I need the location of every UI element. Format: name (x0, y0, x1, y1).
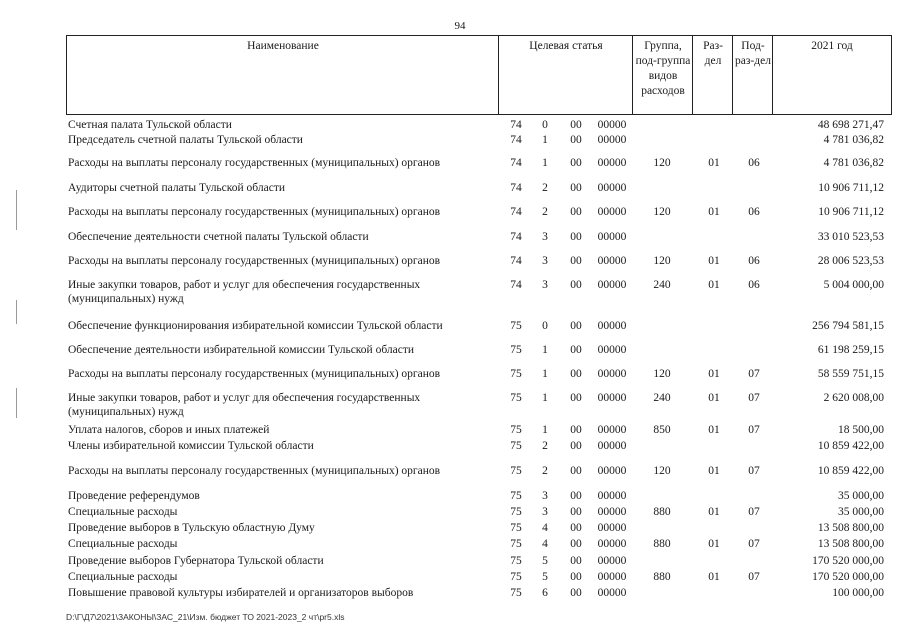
cell-t2: 2 (542, 465, 548, 477)
cell-sub: 07 (748, 506, 760, 518)
cell-t2: 1 (542, 344, 548, 356)
cell-t3: 00 (570, 320, 582, 332)
cell-t2: 0 (542, 320, 548, 332)
cell-t4: 00000 (597, 490, 627, 502)
cell-t4: 00000 (597, 119, 627, 131)
cell-name: Обеспечение деятельности избирательной комиссии Тульской области (68, 344, 415, 356)
cell-t2: 1 (542, 424, 548, 436)
cell-t4: 00000 (597, 255, 627, 267)
cell-t4: 00000 (597, 182, 627, 194)
cell-t2: 3 (542, 279, 548, 291)
cell-sub: 06 (748, 206, 760, 218)
cell-t1: 74 (510, 255, 522, 267)
cell-t4: 00000 (597, 368, 627, 380)
cell-t1: 75 (510, 440, 522, 452)
header-group: Группа, под-группа видов расходов (635, 40, 691, 97)
cell-grp: 240 (653, 392, 671, 404)
cell-t1: 75 (510, 571, 522, 583)
cell-t4: 00000 (597, 320, 627, 332)
cell-sub: 07 (748, 571, 760, 583)
cell-t4: 00000 (597, 555, 627, 567)
cell-sec: 01 (708, 424, 720, 436)
cell-amount: 10 859 422,00 (817, 465, 884, 477)
cell-t3: 00 (570, 182, 582, 194)
cell-t4: 00000 (597, 538, 627, 550)
cell-t1: 74 (510, 206, 522, 218)
cell-t4: 00000 (597, 344, 627, 356)
cell-t3: 00 (570, 206, 582, 218)
cell-t3: 00 (570, 255, 582, 267)
cell-t1: 75 (510, 490, 522, 502)
cell-t2: 3 (542, 506, 548, 518)
cell-amount: 33 010 523,53 (817, 231, 884, 243)
cell-amount: 35 000,00 (838, 506, 884, 518)
cell-name: Аудиторы счетной палаты Тульской области (68, 182, 286, 194)
cell-t3: 00 (570, 571, 582, 583)
cell-amount: 58 559 751,15 (817, 368, 884, 380)
cell-t4: 00000 (597, 279, 627, 291)
cell-t1: 75 (510, 392, 522, 404)
cell-name: Расходы на выплаты персоналу государственных (муниципальных) органов (68, 157, 441, 169)
page-number: 94 (454, 20, 466, 32)
cell-amount: 5 004 000,00 (823, 279, 884, 291)
cell-sec: 01 (708, 392, 720, 404)
cell-t3: 00 (570, 231, 582, 243)
cell-grp: 120 (653, 255, 671, 267)
cell-t4: 00000 (597, 522, 627, 534)
cell-t4: 00000 (597, 206, 627, 218)
cell-name: Проведение референдумов (68, 490, 200, 502)
cell-t1: 74 (510, 119, 522, 131)
cell-t1: 75 (510, 555, 522, 567)
cell-amount: 13 508 800,00 (817, 522, 884, 534)
cell-grp: 240 (653, 279, 671, 291)
cell-t3: 00 (570, 392, 582, 404)
header-section: Раз-дел (703, 40, 723, 67)
cell-t3: 00 (570, 465, 582, 477)
cell-name: Счетная палата Тульской области (68, 119, 232, 131)
cell-t1: 75 (510, 424, 522, 436)
cell-t4: 00000 (597, 231, 627, 243)
cell-t4: 00000 (597, 465, 627, 477)
cell-t1: 75 (510, 506, 522, 518)
cell-sec: 01 (708, 368, 720, 380)
cell-amount: 48 698 271,47 (817, 119, 884, 131)
cell-amount: 18 500,00 (838, 424, 884, 436)
cell-sub: 07 (748, 465, 760, 477)
cell-name: Расходы на выплаты персоналу государственных (муниципальных) органов (68, 465, 441, 477)
cell-sec: 01 (708, 206, 720, 218)
cell-t4: 00000 (597, 440, 627, 452)
cell-name: Специальные расходы (68, 506, 178, 518)
cell-sec: 01 (708, 255, 720, 267)
cell-name: Проведение выборов в Тульскую областную Думу (68, 522, 315, 534)
cell-t1: 74 (510, 134, 522, 146)
header-name: Наименование (247, 40, 319, 52)
cell-name: Расходы на выплаты персоналу государственных (муниципальных) органов (68, 368, 441, 380)
cell-t3: 00 (570, 490, 582, 502)
cell-name: Иные закупки товаров, работ и услуг для обеспечения государственных (муниципальных) нужд (68, 392, 421, 418)
cell-sub: 06 (748, 255, 760, 267)
cell-sub: 07 (748, 392, 760, 404)
cell-grp: 120 (653, 206, 671, 218)
header-subsection: Под-раз-дел (735, 40, 771, 67)
header-target: Целевая статья (529, 40, 603, 52)
cell-t3: 00 (570, 279, 582, 291)
cell-sec: 01 (708, 571, 720, 583)
cell-t1: 74 (510, 157, 522, 169)
cell-sub: 07 (748, 538, 760, 550)
cell-t2: 1 (542, 368, 548, 380)
cell-sec: 01 (708, 465, 720, 477)
cell-amount: 170 520 000,00 (812, 555, 884, 567)
cell-sec: 01 (708, 506, 720, 518)
cell-name: Расходы на выплаты персоналу государственных (муниципальных) органов (68, 206, 441, 218)
scan-artifact (16, 388, 17, 418)
cell-sub: 07 (748, 424, 760, 436)
cell-name: Расходы на выплаты персоналу государственных (муниципальных) органов (68, 255, 441, 267)
cell-amount: 10 859 422,00 (817, 440, 884, 452)
file-path-footer: D:\Г\Д7\2021\ЗАКОНЫ\ЗАС_21\Изм. бюджет ТО 2021-2023_2 чт\pr5.xls (66, 612, 345, 622)
cell-name: Специальные расходы (68, 538, 178, 550)
cell-amount: 4 781 036,82 (823, 134, 884, 146)
cell-t2: 1 (542, 157, 548, 169)
cell-t1: 75 (510, 320, 522, 332)
cell-name: Повышение правовой культуры избирателей и организаторов выборов (68, 587, 414, 599)
cell-t4: 00000 (597, 506, 627, 518)
cell-t3: 00 (570, 424, 582, 436)
cell-t4: 00000 (597, 587, 627, 599)
cell-amount: 13 508 800,00 (817, 538, 884, 550)
cell-t4: 00000 (597, 134, 627, 146)
cell-t3: 00 (570, 587, 582, 599)
cell-amount: 4 781 036,82 (823, 157, 884, 169)
cell-name: Председатель счетной палаты Тульской области (68, 134, 303, 146)
cell-t1: 74 (510, 279, 522, 291)
cell-sec: 01 (708, 157, 720, 169)
cell-sub: 06 (748, 279, 760, 291)
cell-t3: 00 (570, 440, 582, 452)
cell-t1: 74 (510, 182, 522, 194)
cell-t4: 00000 (597, 571, 627, 583)
cell-sub: 07 (748, 368, 760, 380)
cell-t2: 4 (542, 538, 548, 550)
cell-amount: 256 794 581,15 (812, 320, 884, 332)
cell-t2: 2 (542, 206, 548, 218)
cell-t2: 1 (542, 134, 548, 146)
cell-t2: 3 (542, 255, 548, 267)
scan-artifact (16, 190, 17, 230)
cell-t1: 74 (510, 231, 522, 243)
cell-grp: 880 (653, 506, 671, 518)
cell-t1: 75 (510, 538, 522, 550)
header-year: 2021 год (811, 40, 853, 52)
cell-name: Обеспечение функционирования избирательной комиссии Тульской области (68, 320, 443, 332)
cell-t3: 00 (570, 538, 582, 550)
cell-name: Проведение выборов Губернатора Тульской области (68, 555, 324, 567)
cell-t1: 75 (510, 465, 522, 477)
cell-t1: 75 (510, 368, 522, 380)
cell-t2: 2 (542, 440, 548, 452)
cell-t3: 00 (570, 157, 582, 169)
cell-t3: 00 (570, 344, 582, 356)
cell-t2: 6 (542, 587, 548, 599)
cell-t1: 75 (510, 344, 522, 356)
cell-t3: 00 (570, 119, 582, 131)
scan-artifact (16, 300, 17, 324)
cell-t2: 0 (542, 119, 548, 131)
cell-grp: 120 (653, 465, 671, 477)
cell-t1: 75 (510, 587, 522, 599)
cell-t2: 5 (542, 555, 548, 567)
cell-name: Уплата налогов, сборов и иных платежей (68, 424, 270, 436)
cell-t2: 1 (542, 392, 548, 404)
cell-amount: 10 906 711,12 (818, 206, 884, 218)
cell-grp: 120 (653, 368, 671, 380)
cell-sec: 01 (708, 538, 720, 550)
cell-amount: 2 620 008,00 (823, 392, 884, 404)
cell-amount: 100 000,00 (832, 587, 884, 599)
cell-t4: 00000 (597, 392, 627, 404)
cell-grp: 880 (653, 538, 671, 550)
cell-sec: 01 (708, 279, 720, 291)
cell-grp: 120 (653, 157, 671, 169)
cell-t2: 2 (542, 182, 548, 194)
cell-amount: 10 906 711,12 (818, 182, 884, 194)
cell-t2: 4 (542, 522, 548, 534)
cell-amount: 170 520 000,00 (812, 571, 884, 583)
cell-t3: 00 (570, 134, 582, 146)
table-header (66, 35, 892, 115)
cell-t4: 00000 (597, 424, 627, 436)
cell-amount: 28 006 523,53 (817, 255, 884, 267)
cell-amount: 61 198 259,15 (817, 344, 884, 356)
cell-name: Обеспечение деятельности счетной палаты Тульской области (68, 231, 369, 243)
cell-name: Специальные расходы (68, 571, 178, 583)
cell-name: Иные закупки товаров, работ и услуг для обеспечения государственных (муниципальных) нужд (68, 279, 421, 305)
cell-t3: 00 (570, 506, 582, 518)
cell-t3: 00 (570, 522, 582, 534)
cell-t2: 3 (542, 490, 548, 502)
cell-amount: 35 000,00 (838, 490, 884, 502)
cell-t1: 75 (510, 522, 522, 534)
cell-t2: 5 (542, 571, 548, 583)
cell-name: Члены избирательной комиссии Тульской области (68, 440, 314, 452)
cell-sub: 06 (748, 157, 760, 169)
cell-t4: 00000 (597, 157, 627, 169)
cell-grp: 850 (653, 424, 671, 436)
cell-grp: 880 (653, 571, 671, 583)
cell-t2: 3 (542, 231, 548, 243)
cell-t3: 00 (570, 555, 582, 567)
cell-t3: 00 (570, 368, 582, 380)
